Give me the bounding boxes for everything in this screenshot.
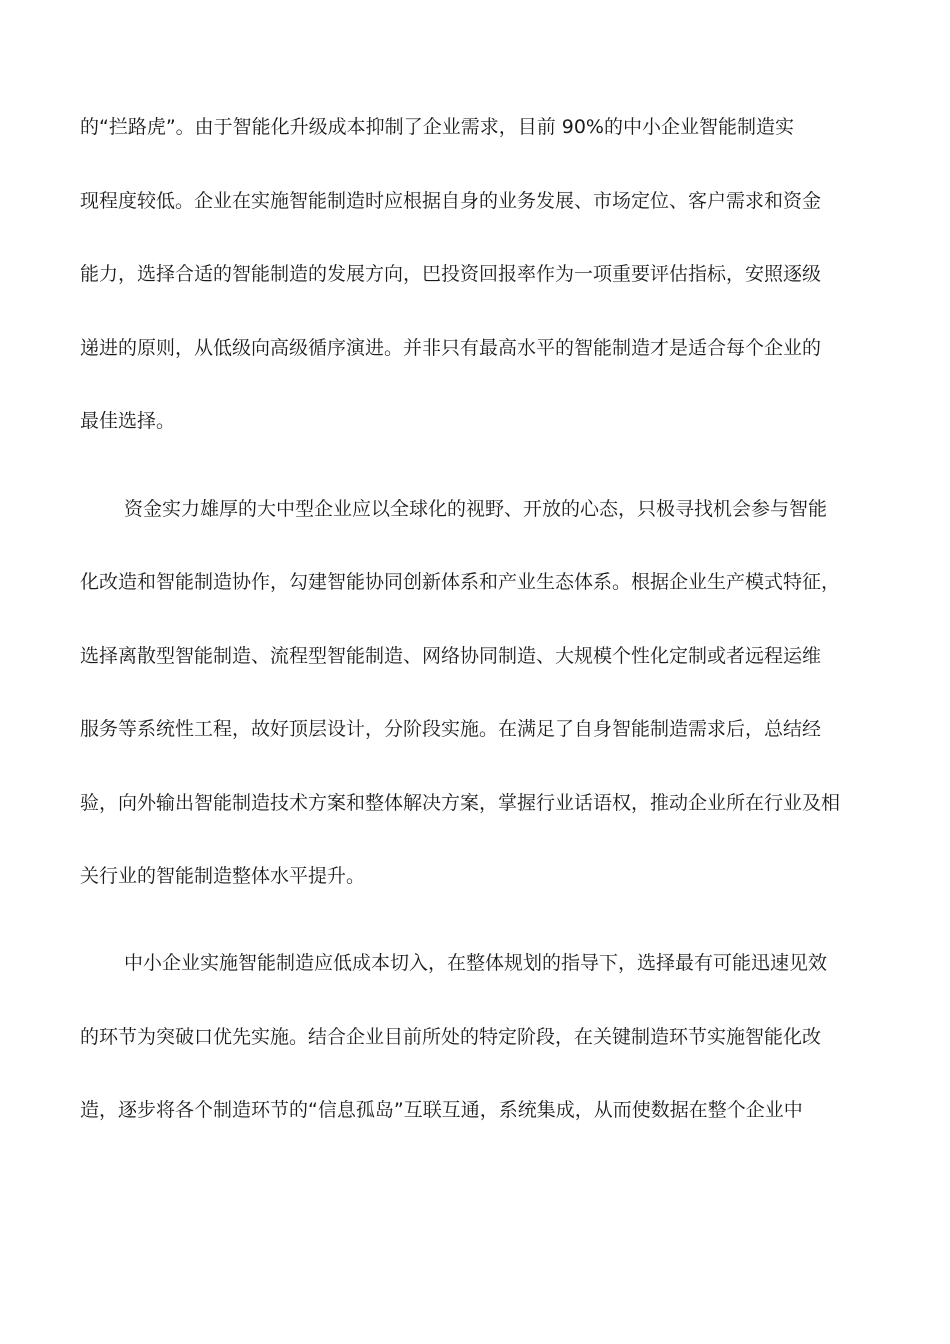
text-line: 递进的原则，从低级向高级循序演进。并非只有最高水平的智能制造才是适合每个企业的: [80, 337, 822, 359]
text-line: 最佳选择。: [80, 410, 176, 432]
text-line: 的环节为突破口优先实施。结合企业目前所处的特定阶段，在关键制造环节实施智能化改: [80, 1026, 822, 1048]
text-line: 化改造和智能制造协作，勾建智能协同创新体系和产业生态体系。根据企业生产模式特征，: [80, 571, 841, 593]
paragraph-first-line: 中小企业实施智能制造应低成本切入，在整体规划的指导下，选择最有可能迅速见效: [124, 952, 828, 974]
text-line: 现程度较低。企业在实施智能制造时应根据自身的业务发展、市场定位、客户需求和资金: [80, 190, 822, 212]
text-line: 服务等系统性工程，故好顶层设计，分阶段实施。在满足了自身智能制造需求后，总结经: [80, 718, 822, 740]
text-line: 选择离散型智能制造、流程型智能制造、网络协同制造、大规模个性化定制或者远程运维: [80, 645, 822, 667]
text-line: 能力，选择合适的智能制造的发展方向，巴投资回报率作为一项重要评估指标，安照逐级: [80, 263, 822, 285]
text-line: 关行业的智能制造整体水平提升。: [80, 865, 366, 887]
paragraph-first-line: 资金实力雄厚的大中型企业应以全球化的视野、开放的心态，只极寻找机会参与智能: [124, 498, 828, 520]
text-line: 的“拦路虎”。由于智能化升级成本抑制了企业需求，目前 90%的中小企业智能制造实: [80, 116, 794, 138]
text-line: 验，向外输出智能制造技术方案和整体解决方案，掌握行业话语权，推动企业所在行业及相: [80, 792, 841, 814]
text-line: 造，逐步将各个制造环节的“信息孤岛”互联互通，系统集成，从而使数据在整个企业中: [80, 1099, 803, 1121]
